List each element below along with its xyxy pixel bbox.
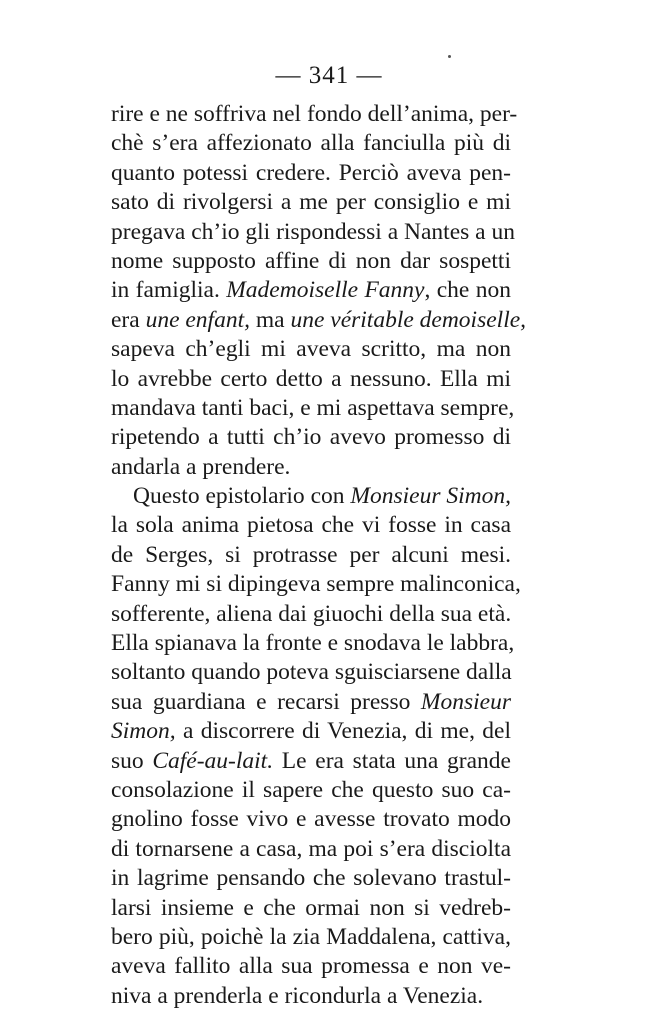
text-line bbox=[111, 247, 511, 276]
text-line bbox=[111, 864, 511, 893]
text-line bbox=[111, 276, 511, 305]
text-segment: gnolino fosse vivo e avesse trovato modo bbox=[111, 806, 511, 833]
text-line bbox=[111, 394, 515, 423]
text-segment: nome supposto affine di non dar sospetti bbox=[111, 247, 511, 274]
text-segment: chè s’era affezionato alla fanciulla più di bbox=[111, 130, 511, 157]
text-segment: Fanny mi si dipingeva sempre malinconica, bbox=[111, 571, 521, 598]
italic-text-segment: Café-au-lait. bbox=[152, 747, 274, 774]
text-line bbox=[111, 776, 511, 805]
text-line bbox=[111, 218, 515, 247]
text-segment: Ella spianava la fronte e snodava le labbra, bbox=[111, 630, 515, 657]
italic-text-segment: une véritable demoiselle, bbox=[290, 306, 527, 333]
text-segment: sapeva ch’egli mi aveva scritto, ma non bbox=[111, 336, 511, 363]
italic-text-segment: Simon, bbox=[111, 718, 176, 745]
text-line bbox=[111, 129, 511, 158]
text-segment: niva a prenderla e ricondurla a Venezia. bbox=[111, 982, 484, 1009]
text-segment: a discorrere di Venezia, di me, del bbox=[175, 718, 511, 745]
text-line bbox=[111, 365, 511, 394]
text-segment: de Serges, si protrasse per alcuni mesi. bbox=[111, 541, 511, 568]
body-text bbox=[111, 100, 527, 1011]
text-line bbox=[111, 541, 511, 570]
text-line bbox=[111, 835, 511, 864]
text-segment: mandava tanti baci, e mi aspettava sempre, bbox=[111, 394, 515, 421]
text-line bbox=[111, 306, 527, 335]
text-segment: ripetendo a tutti ch’io avevo promesso di bbox=[111, 424, 511, 451]
text-line bbox=[111, 100, 518, 129]
text-line bbox=[111, 629, 515, 658]
text-segment: sua guardiana e recarsi presso bbox=[111, 688, 421, 715]
text-segment: la sola anima pietosa che vi fosse in casa bbox=[111, 512, 511, 539]
text-segment: in famiglia. bbox=[111, 277, 227, 304]
text-segment: sofferente, aliena dai giuochi della sua età. bbox=[111, 600, 512, 627]
text-line bbox=[111, 511, 511, 540]
text-line bbox=[111, 747, 511, 776]
text-segment: aveva fallito alla sua promessa e non ve- bbox=[111, 953, 511, 980]
text-line bbox=[111, 423, 511, 452]
text-segment: era bbox=[111, 306, 146, 333]
text-line bbox=[111, 982, 511, 1011]
text-line bbox=[111, 688, 511, 717]
text-segment: rire e ne soffriva nel fondo dell’anima, per- bbox=[111, 101, 518, 127]
text-segment: soltanto quando poteva sguisciarsene dalla bbox=[111, 659, 512, 686]
print-speck bbox=[448, 55, 451, 58]
text-line bbox=[111, 159, 511, 188]
text-segment: , che non bbox=[424, 277, 511, 304]
text-line bbox=[111, 570, 521, 599]
text-line bbox=[111, 600, 511, 629]
text-segment: suo bbox=[111, 747, 153, 774]
text-segment: ma bbox=[249, 306, 291, 333]
text-line bbox=[111, 894, 511, 923]
text-segment: consolazione il sapere che questo suo ca- bbox=[111, 776, 511, 803]
text-segment: sato di rivolgersi a me per consiglio e mi bbox=[111, 189, 511, 216]
italic-text-segment: une enfant, bbox=[145, 306, 250, 333]
text-segment: Questo epistolario con bbox=[133, 483, 351, 510]
text-segment: di tornarsene a casa, ma poi s’era disciolta bbox=[111, 835, 511, 862]
text-line bbox=[111, 453, 511, 482]
text-segment: pregava ch’io gli rispondessi a Nantes a un bbox=[111, 218, 515, 245]
text-segment: in lagrime pensando che solevano trastul- bbox=[111, 865, 511, 892]
text-segment: quanto potessi credere. Perciò aveva pen- bbox=[111, 159, 511, 186]
text-segment: lo avrebbe certo detto a nessuno. Ella mi bbox=[111, 365, 511, 392]
text-line bbox=[111, 952, 511, 981]
italic-text-segment: Monsieur Simon, bbox=[350, 483, 511, 510]
text-line bbox=[111, 658, 511, 687]
text-line bbox=[111, 482, 511, 511]
text-line bbox=[111, 805, 511, 834]
text-segment: bero più, poichè la zia Maddalena, cattiva, bbox=[111, 923, 511, 950]
text-line bbox=[111, 335, 511, 364]
text-segment: larsi insieme e che ormai non si vedreb- bbox=[111, 894, 511, 921]
text-segment: Le era stata una grande bbox=[273, 747, 511, 774]
text-line bbox=[111, 188, 511, 217]
page-number: — 341 — bbox=[275, 62, 383, 89]
text-line bbox=[111, 717, 511, 746]
text-segment: andarla a prendere. bbox=[111, 453, 291, 480]
text-line bbox=[111, 923, 511, 952]
italic-text-segment: Monsieur bbox=[420, 688, 511, 715]
italic-text-segment: Mademoiselle Fanny bbox=[226, 277, 425, 304]
